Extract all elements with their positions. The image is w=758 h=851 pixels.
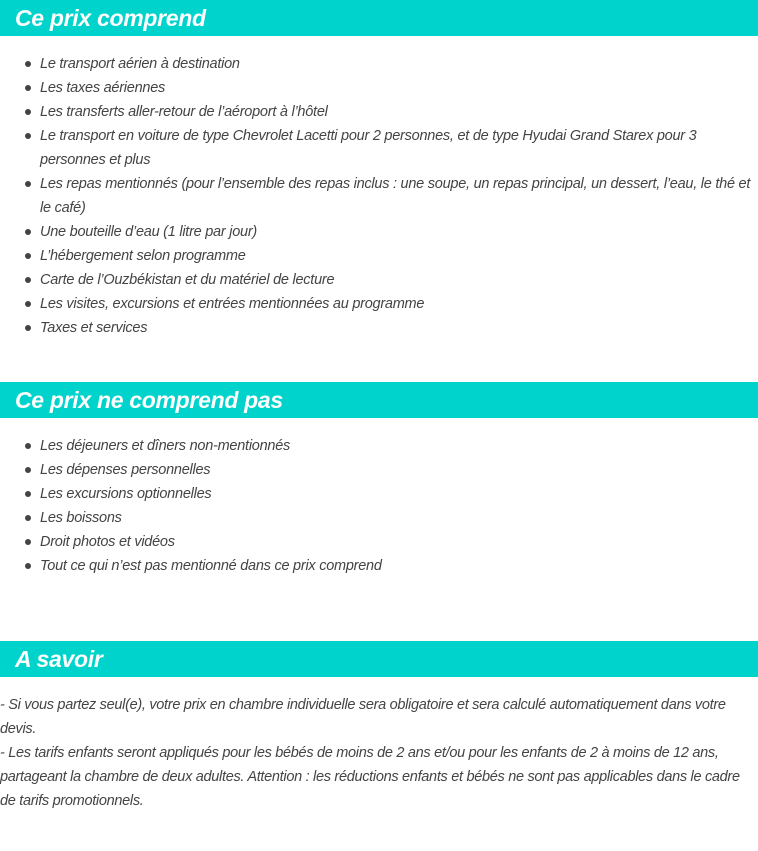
list-item (0, 220, 758, 244)
bullet-icon (25, 61, 31, 67)
list-item-text: Taxes et services (40, 320, 148, 336)
section-title: Ce prix comprend (15, 5, 206, 31)
included-list (0, 36, 758, 340)
list-item-text: Le transport en voiture de type Chevrolet Lacetti pour 2 personnes, et de type Hyudai Grand Starex pour 3 personnes et plus (40, 128, 697, 168)
list-item-text: Carte de l’Ouzbékistan et du matériel de lecture (40, 272, 335, 288)
list-item-text: Les déjeuners et dîners non-mentionnés (40, 438, 291, 454)
bullet-icon (25, 253, 31, 259)
list-item (0, 52, 758, 76)
bullet-icon (25, 85, 31, 91)
info-body (0, 677, 758, 813)
list-item-text: L’hébergement selon programme (40, 248, 246, 264)
list-item-text: Une bouteille d’eau (1 litre par jour) (40, 224, 257, 240)
list-item (0, 434, 758, 458)
list-item (0, 554, 758, 578)
bullet-icon (25, 109, 31, 115)
list-item-text: Les excursions optionnelles (40, 486, 212, 502)
bullet-icon (25, 539, 31, 545)
section-header-bar (0, 641, 758, 677)
list-item (0, 172, 758, 220)
section-header-bar (0, 382, 758, 418)
list-item (0, 292, 758, 316)
section-title: A savoir (15, 646, 103, 672)
list-item-text: Tout ce qui n’est pas mentionné dans ce prix comprend (40, 558, 382, 574)
list-item-text: Les boissons (40, 510, 122, 526)
bullet-icon (25, 277, 31, 283)
bullet-icon (25, 229, 31, 235)
list-item-text: Droit photos et vidéos (40, 534, 175, 550)
bullet-icon (25, 181, 31, 187)
bullet-icon (25, 325, 31, 331)
list-item (0, 76, 758, 100)
list-item-text: Les visites, excursions et entrées mentionnées au programme (40, 296, 425, 312)
excluded-list (0, 418, 758, 578)
list-item (0, 100, 758, 124)
list-item (0, 268, 758, 292)
bullet-icon (25, 515, 31, 521)
bullet-icon (25, 133, 31, 139)
list-item (0, 506, 758, 530)
bullet-icon (25, 563, 31, 569)
section-title: Ce prix ne comprend pas (15, 387, 283, 413)
list-item-text: Le transport aérien à destination (40, 56, 240, 72)
bullet-icon (25, 467, 31, 473)
list-item-text: Les taxes aériennes (40, 80, 166, 96)
list-item (0, 316, 758, 340)
list-item (0, 244, 758, 268)
list-item (0, 482, 758, 506)
info-paragraph: - Si vous partez seul(e), votre prix en chambre individuelle sera obligatoire et sera calculé automatiquement dans votre devis. (0, 697, 726, 737)
good-to-know-section (0, 641, 758, 813)
list-item-text: Les transferts aller-retour de l’aéroport à l’hôtel (40, 104, 328, 120)
list-item (0, 458, 758, 482)
bullet-icon (25, 301, 31, 307)
bullet-icon (25, 443, 31, 449)
list-item (0, 124, 758, 172)
list-item (0, 530, 758, 554)
info-paragraph: - Les tarifs enfants seront appliqués pour les bébés de moins de 2 ans et/ou pour les enfants de 2 à moins de 12 ans, partageant la chambre de deux adultes. Attention : les réductions enfants et bébés ne sont pas applicables dans le cadre de tarifs promotionnels. (0, 745, 740, 809)
price-includes-section (0, 0, 758, 340)
bullet-icon (25, 491, 31, 497)
price-excludes-section (0, 382, 758, 578)
list-item-text: Les dépenses personnelles (40, 462, 211, 478)
section-header-bar (0, 0, 758, 36)
list-item-text: Les repas mentionnés (pour l’ensemble des repas inclus : une soupe, un repas principal, un dessert, l’eau, le thé et le café) (40, 176, 751, 216)
